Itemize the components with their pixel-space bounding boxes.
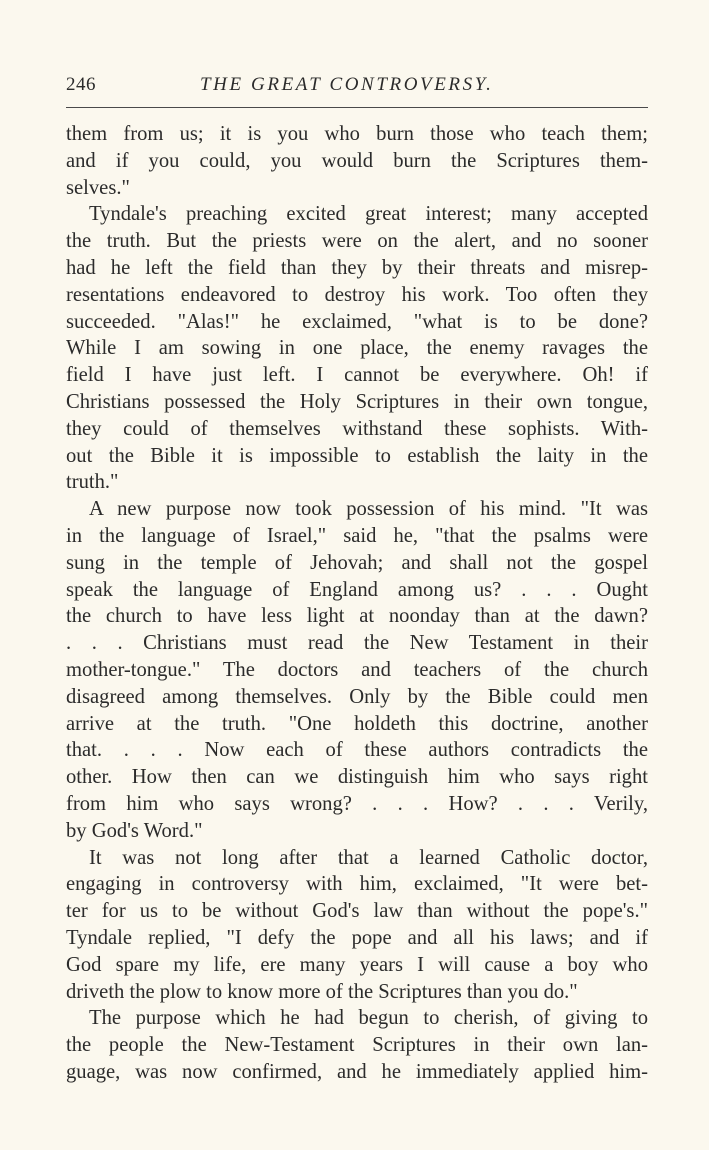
- text-line: Christians possessed the Holy Scriptures in their own tongue,: [66, 390, 648, 413]
- running-title: THE GREAT CONTROVERSY.: [200, 74, 494, 95]
- text-line: selves.": [66, 176, 130, 199]
- text-line: the truth. But the priests were on the alert, and no sooner: [66, 230, 648, 253]
- body-text: [66, 121, 648, 1086]
- text-line: guage, was now confirmed, and he immediately applied him-: [66, 1060, 648, 1083]
- text-line: . . . Christians must read the New Testament in their: [66, 632, 648, 655]
- text-line: speak the language of England among us? . . . Ought: [66, 578, 648, 601]
- text-line: the people the New-Testament Scriptures in their own lan-: [66, 1034, 648, 1057]
- text-line: and if you could, you would burn the Scriptures them-: [66, 149, 648, 172]
- text-line: disagreed among themselves. Only by the Bible could men: [66, 685, 648, 708]
- text-line: had he left the field than they by their threats and misrep-: [66, 256, 648, 279]
- text-line: A new purpose now took possession of his mind. "It was: [89, 498, 648, 521]
- text-line: Tyndale's preaching excited great interest; many accepted: [89, 203, 648, 226]
- text-line: that. . . . Now each of these authors contradicts the: [66, 739, 648, 762]
- text-line: truth.": [66, 471, 119, 494]
- text-line: the church to have less light at noonday than at the dawn?: [66, 605, 648, 628]
- text-line: them from us; it is you who burn those who teach them;: [66, 123, 648, 145]
- text-line: It was not long after that a learned Catholic doctor,: [89, 846, 648, 869]
- text-line: from him who says wrong? . . . How? . . . Verily,: [66, 792, 648, 815]
- text-line: out the Bible it is impossible to establish the laity in the: [66, 444, 648, 467]
- text-line: While I am sowing in one place, the enemy ravages the: [66, 337, 648, 360]
- text-line: in the language of Israel," said he, "that the psalms were: [66, 524, 648, 547]
- text-line: they could of themselves withstand these sophists. With-: [66, 417, 648, 440]
- running-header: [66, 74, 648, 100]
- text-line: arrive at the truth. "One holdeth this doctrine, another: [66, 712, 648, 735]
- text-line: other. How then can we distinguish him who says right: [66, 766, 648, 789]
- text-line: The purpose which he had begun to cherish, of giving to: [89, 1007, 648, 1030]
- header-rule: [66, 107, 648, 108]
- page-number: 246: [66, 74, 96, 95]
- text-line: resentations endeavored to destroy his work. Too often they: [66, 283, 648, 306]
- text-line: driveth the plow to know more of the Scriptures than you do.": [66, 980, 578, 1003]
- text-line: God spare my life, ere many years I will cause a boy who: [66, 953, 648, 976]
- text-line: succeeded. "Alas!" he exclaimed, "what is to be done?: [66, 310, 648, 333]
- text-line: engaging in controversy with him, exclaimed, "It were bet-: [66, 873, 648, 896]
- text-line: by God's Word.": [66, 819, 203, 842]
- text-line: Tyndale replied, "I defy the pope and all his laws; and if: [66, 926, 648, 949]
- text-line: sung in the temple of Jehovah; and shall not the gospel: [66, 551, 648, 574]
- text-line: field I have just left. I cannot be everywhere. Oh! if: [66, 364, 648, 387]
- text-line: ter for us to be without God's law than without the pope's.": [66, 900, 648, 923]
- text-line: mother-tongue." The doctors and teachers of the church: [66, 658, 648, 681]
